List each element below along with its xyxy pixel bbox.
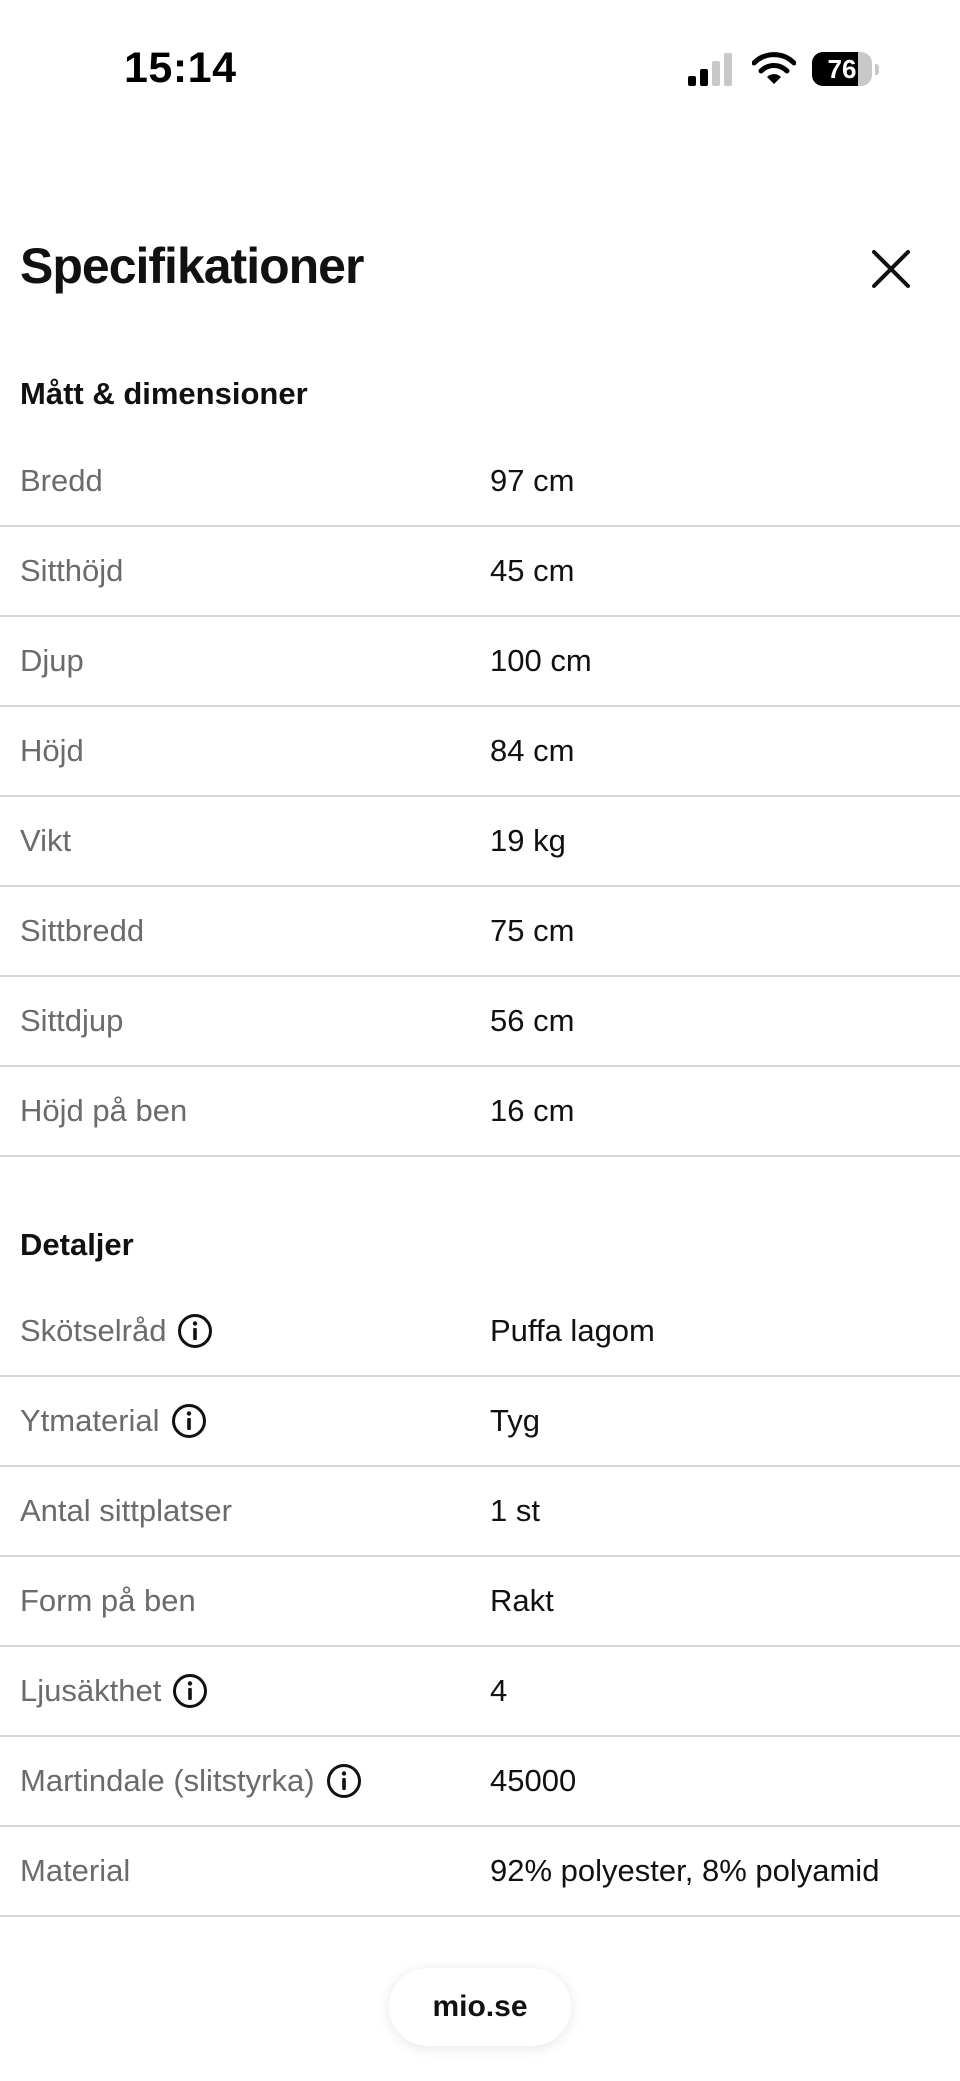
- battery-level: 76: [827, 54, 857, 84]
- close-button[interactable]: [862, 240, 920, 298]
- spec-row: [0, 1377, 960, 1467]
- spec-value: 19 kg: [490, 823, 566, 858]
- spec-row: [0, 1557, 960, 1647]
- spec-label: Antal sittplatser: [20, 1493, 232, 1528]
- status-bar: [0, 0, 960, 140]
- spec-value: 45000: [490, 1763, 577, 1798]
- info-icon[interactable]: [170, 1402, 208, 1440]
- signal-icon: [688, 52, 736, 88]
- section-heading-dimensions: Mått & dimensioner: [20, 376, 308, 411]
- browser-url-pill[interactable]: mio.se: [389, 1968, 571, 2046]
- spec-row: [0, 797, 960, 887]
- spec-label: Bredd: [20, 463, 103, 498]
- spec-label-text: Skötselråd: [20, 1313, 167, 1348]
- spec-value: Rakt: [490, 1583, 554, 1618]
- info-icon[interactable]: [325, 1762, 363, 1800]
- spec-value: 4: [490, 1673, 508, 1708]
- spec-row: [0, 437, 960, 527]
- spec-value: 16 cm: [490, 1093, 575, 1128]
- spec-label-text: Ljusäkthet: [20, 1673, 162, 1708]
- spec-row: [0, 1467, 960, 1557]
- spec-label: Höjd: [20, 733, 84, 768]
- spec-label: [20, 1737, 363, 1825]
- spec-label-text: Ytmaterial: [20, 1403, 160, 1438]
- spec-value: 56 cm: [490, 1003, 575, 1038]
- spec-label: [20, 1377, 208, 1465]
- spec-value: 97 cm: [490, 463, 575, 498]
- spec-value: Puffa lagom: [490, 1313, 655, 1348]
- battery-icon: [812, 52, 880, 88]
- spec-row: [0, 1647, 960, 1737]
- spec-value: 1 st: [490, 1493, 540, 1528]
- spec-label: Material: [20, 1853, 131, 1888]
- status-time: 15:14: [124, 44, 237, 92]
- info-icon[interactable]: [171, 1672, 209, 1710]
- spec-value: 84 cm: [490, 733, 575, 768]
- spec-value: 92% polyester, 8% polyamid: [490, 1853, 880, 1888]
- section-heading-details: Detaljer: [20, 1227, 134, 1262]
- spec-label-text: Martindale (slitstyrka): [20, 1763, 315, 1798]
- spec-row: [0, 1737, 960, 1827]
- spec-value: 45 cm: [490, 553, 575, 588]
- spec-label: Sitthöjd: [20, 553, 124, 588]
- info-icon[interactable]: [176, 1312, 214, 1350]
- spec-value: 75 cm: [490, 913, 575, 948]
- spec-row: [0, 977, 960, 1067]
- spec-label: [20, 1287, 214, 1375]
- spec-label: Vikt: [20, 823, 72, 858]
- spec-label: [20, 1647, 209, 1735]
- spec-value: 100 cm: [490, 643, 592, 678]
- spec-label: Höjd på ben: [20, 1093, 188, 1128]
- close-icon: [871, 249, 911, 289]
- spec-row: [0, 1067, 960, 1157]
- spec-label: Sittbredd: [20, 913, 145, 948]
- spec-row: [0, 527, 960, 617]
- page-title: Specifikationer: [20, 238, 364, 294]
- spec-row: [0, 1827, 960, 1917]
- spec-label: Djup: [20, 643, 84, 678]
- spec-row: [0, 707, 960, 797]
- spec-label: Form på ben: [20, 1583, 196, 1618]
- wifi-icon: [752, 50, 796, 88]
- spec-value: Tyg: [490, 1403, 540, 1438]
- spec-row: [0, 1287, 960, 1377]
- spec-row: [0, 887, 960, 977]
- spec-label: Sittdjup: [20, 1003, 124, 1038]
- spec-row: [0, 617, 960, 707]
